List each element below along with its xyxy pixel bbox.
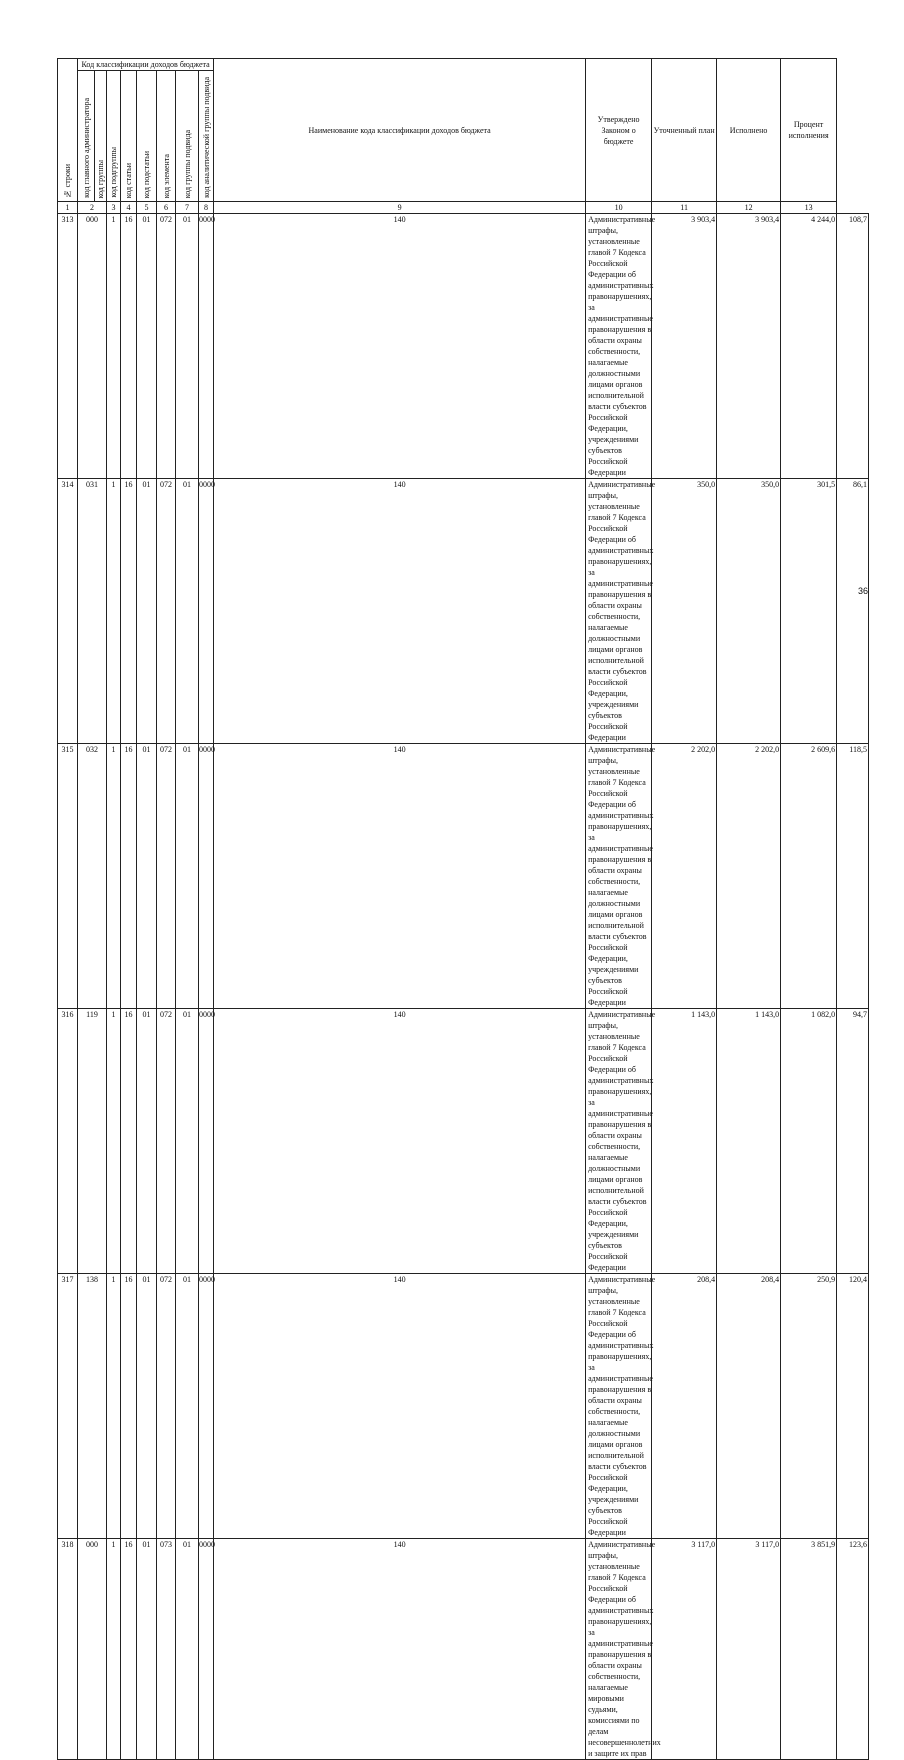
code-group: 1 xyxy=(107,1009,121,1274)
row-no: 315 xyxy=(58,744,78,1009)
approved-value: 1 143,0 xyxy=(652,1009,717,1274)
code-analytic-group: 140 xyxy=(214,1274,586,1539)
code-article: 01 xyxy=(137,744,157,1009)
header-code-analytic-group: код аналитической группы подвида xyxy=(199,71,214,202)
executed-value: 1 082,0 xyxy=(781,1009,837,1274)
income-name: Административные штрафы, установленные главой 7 Кодекса Российской Федерации об административных правонарушениях, за административные правонарушения в области охраны собственности, налагаемые должностными лицами органов исполнительной власти субъектов Российской Федерации, учреждениями субъектов Российской Федерации xyxy=(586,744,652,1009)
code-element: 01 xyxy=(176,1539,199,1760)
code-element: 01 xyxy=(176,479,199,744)
code-article: 01 xyxy=(137,479,157,744)
executed-value: 301,5 xyxy=(781,479,837,744)
percent-value: 118,5 xyxy=(837,744,869,1009)
code-subarticle: 072 xyxy=(157,1274,176,1539)
code-analytic-group: 140 xyxy=(214,744,586,1009)
executed-value: 250,9 xyxy=(781,1274,837,1539)
percent-value: 86,1 xyxy=(837,479,869,744)
table-row xyxy=(58,744,869,1009)
header-code-admin: код главного администратора xyxy=(78,71,95,202)
header-name: Наименование кода классификации доходов бюджета xyxy=(214,59,586,202)
code-subgroup: 16 xyxy=(121,214,137,479)
column-numbers-row xyxy=(58,202,869,214)
code-article: 01 xyxy=(137,1539,157,1760)
code-subgroup: 16 xyxy=(121,744,137,1009)
code-element: 01 xyxy=(176,214,199,479)
income-name: Административные штрафы, установленные главой 7 Кодекса Российской Федерации об административных правонарушениях, за административные правонарушения в области охраны собственности, налагаемые должностными лицами органов исполнительной власти субъектов Российской Федерации, учреждениями субъектов Российской Федерации xyxy=(586,479,652,744)
refined-value: 208,4 xyxy=(717,1274,781,1539)
percent-value: 94,7 xyxy=(837,1009,869,1274)
column-number: 8 xyxy=(199,202,214,214)
code-group: 1 xyxy=(107,479,121,744)
code-article: 01 xyxy=(137,1274,157,1539)
code-analytic-group: 140 xyxy=(214,1539,586,1760)
code-admin: 031 xyxy=(78,479,107,744)
header-code-group: код группы xyxy=(95,71,107,202)
code-admin: 138 xyxy=(78,1274,107,1539)
code-element: 01 xyxy=(176,1009,199,1274)
table-row xyxy=(58,214,869,479)
code-group: 1 xyxy=(107,214,121,479)
column-number: 5 xyxy=(137,202,157,214)
column-number: 2 xyxy=(78,202,107,214)
header-code-element: код элемента xyxy=(157,71,176,202)
approved-value: 208,4 xyxy=(652,1274,717,1539)
column-number: 4 xyxy=(121,202,137,214)
row-no: 318 xyxy=(58,1539,78,1760)
percent-value: 123,6 xyxy=(837,1539,869,1760)
header-code-subarticle: код подстатьи xyxy=(137,71,157,202)
code-admin: 032 xyxy=(78,744,107,1009)
code-subarticle: 072 xyxy=(157,744,176,1009)
code-subgroup: 16 xyxy=(121,1274,137,1539)
code-article: 01 xyxy=(137,214,157,479)
code-subtype-group: 0000 xyxy=(199,1274,214,1539)
code-group: 1 xyxy=(107,1274,121,1539)
code-subgroup: 16 xyxy=(121,1539,137,1760)
row-no: 314 xyxy=(58,479,78,744)
code-subtype-group: 0000 xyxy=(199,1009,214,1274)
code-subgroup: 16 xyxy=(121,479,137,744)
code-analytic-group: 140 xyxy=(214,1009,586,1274)
column-number: 12 xyxy=(717,202,781,214)
code-element: 01 xyxy=(176,744,199,1009)
column-number: 10 xyxy=(586,202,652,214)
code-analytic-group: 140 xyxy=(214,214,586,479)
code-subtype-group: 0000 xyxy=(199,744,214,1009)
income-name: Административные штрафы, установленные главой 7 Кодекса Российской Федерации об административных правонарушениях, за административные правонарушения в области охраны собственности, налагаемые должностными лицами органов исполнительной власти субъектов Российской Федерации, учреждениями субъектов Российской Федерации xyxy=(586,214,652,479)
page-number: 36 xyxy=(858,586,869,596)
approved-value: 3 117,0 xyxy=(652,1539,717,1760)
refined-value: 3 117,0 xyxy=(717,1539,781,1760)
table-row xyxy=(58,1539,869,1760)
header-code-article: код статьи xyxy=(121,71,137,202)
approved-value: 3 903,4 xyxy=(652,214,717,479)
column-number: 13 xyxy=(781,202,837,214)
code-article: 01 xyxy=(137,1009,157,1274)
column-number: 11 xyxy=(652,202,717,214)
refined-value: 3 903,4 xyxy=(717,214,781,479)
code-subtype-group: 0000 xyxy=(199,1539,214,1760)
header-percent: Процент исполнения xyxy=(781,59,837,202)
table-row xyxy=(58,1274,869,1539)
header-executed: Исполнено xyxy=(717,59,781,202)
header-row-no: № строки xyxy=(58,59,78,202)
percent-value: 108,7 xyxy=(837,214,869,479)
refined-value: 350,0 xyxy=(717,479,781,744)
code-subarticle: 072 xyxy=(157,479,176,744)
percent-value: 120,4 xyxy=(837,1274,869,1539)
code-subtype-group: 0000 xyxy=(199,479,214,744)
approved-value: 2 202,0 xyxy=(652,744,717,1009)
code-subarticle: 072 xyxy=(157,1009,176,1274)
header-approved: Утверждено Законом о бюджете xyxy=(586,59,652,202)
table-row xyxy=(58,479,869,744)
code-subgroup: 16 xyxy=(121,1009,137,1274)
header-code-subgroup: код подгруппы xyxy=(107,71,121,202)
code-analytic-group: 140 xyxy=(214,479,586,744)
income-name: Административные штрафы, установленные главой 7 Кодекса Российской Федерации об административных правонарушениях, за административные правонарушения в области охраны собственности, налагаемые должностными лицами органов исполнительной власти субъектов Российской Федерации, учреждениями субъектов Российской Федерации xyxy=(586,1274,652,1539)
code-admin: 000 xyxy=(78,214,107,479)
executed-value: 2 609,6 xyxy=(781,744,837,1009)
column-number: 6 xyxy=(157,202,176,214)
executed-value: 3 851,9 xyxy=(781,1539,837,1760)
code-group: 1 xyxy=(107,1539,121,1760)
header-refined: Уточненный план xyxy=(652,59,717,202)
approved-value: 350,0 xyxy=(652,479,717,744)
column-number: 7 xyxy=(176,202,199,214)
code-subtype-group: 0000 xyxy=(199,214,214,479)
refined-value: 1 143,0 xyxy=(717,1009,781,1274)
row-no: 313 xyxy=(58,214,78,479)
row-no: 316 xyxy=(58,1009,78,1274)
budget-income-table xyxy=(57,58,869,1760)
code-element: 01 xyxy=(176,1274,199,1539)
code-group: 1 xyxy=(107,744,121,1009)
table-row xyxy=(58,1009,869,1274)
row-no: 317 xyxy=(58,1274,78,1539)
header-classification-group: Код классификации доходов бюджета xyxy=(78,59,214,71)
code-subarticle: 073 xyxy=(157,1539,176,1760)
column-number: 9 xyxy=(214,202,586,214)
code-admin: 119 xyxy=(78,1009,107,1274)
code-admin: 000 xyxy=(78,1539,107,1760)
income-name: Административные штрафы, установленные главой 7 Кодекса Российской Федерации об административных правонарушениях, за административные правонарушения в области охраны собственности, налагаемые мировыми судьями, комиссиями по делам несовершеннолетних и защите их прав xyxy=(586,1539,652,1760)
executed-value: 4 244,0 xyxy=(781,214,837,479)
header-code-subtype-group: код группы подвида xyxy=(176,71,199,202)
column-number: 3 xyxy=(107,202,121,214)
refined-value: 2 202,0 xyxy=(717,744,781,1009)
income-name: Административные штрафы, установленные главой 7 Кодекса Российской Федерации об административных правонарушениях, за административные правонарушения в области охраны собственности, налагаемые должностными лицами органов исполнительной власти субъектов Российской Федерации, учреждениями субъектов Российской Федерации xyxy=(586,1009,652,1274)
code-subarticle: 072 xyxy=(157,214,176,479)
header-row-group xyxy=(58,59,869,71)
column-number: 1 xyxy=(58,202,78,214)
